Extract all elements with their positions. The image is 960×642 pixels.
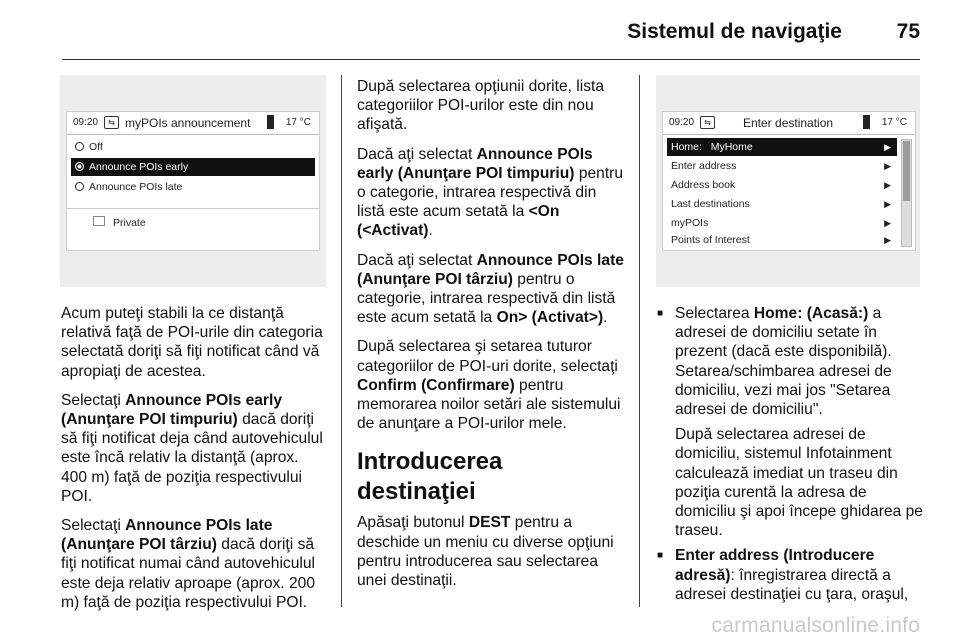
thermometer-icon <box>267 115 274 129</box>
radio-selected-icon <box>75 162 84 171</box>
menu-item-address-book[interactable]: Address book ▶ <box>667 176 897 194</box>
paragraph: După selectarea opţiunii dorite, lista categoriilor POI-urilor este din nou afişată. <box>357 78 605 134</box>
figure-mypois-announcement <box>60 75 326 287</box>
private-button[interactable]: Private <box>93 216 146 229</box>
paragraph: După selectarea adresei de domiciliu, sistemul Infotainment calculează imediat un traseu din poziţia curentă la adresa de domiciliu şi apoi începe ghidarea pe traseu. <box>675 426 923 540</box>
clock: 09:20 <box>669 117 695 128</box>
chevron-right-icon: ▶ <box>884 199 891 209</box>
divider <box>67 208 319 209</box>
chevron-right-icon: ▶ <box>884 218 891 228</box>
page-number: 75 <box>896 20 920 43</box>
navigation-icon: ⇆ <box>700 116 715 129</box>
scrollbar-thumb[interactable] <box>903 141 910 201</box>
section-heading: Introducerea destinaţiei <box>357 448 503 506</box>
menu-item-last-destinations[interactable]: Last destinations ▶ <box>667 195 897 213</box>
list-item: ■ Selectarea Home: (Acasă:) a adresei de domiciliu setate în prezent (dacă este disponibilă). Setarea/schimbarea adresei de domiciliu, vezi mai jos "Setarea adresei de domiciliu". După selectarea adresei de domiciliu, sistemul Infotainment calculează imediat un traseu din poziţia curentă la adresa de domiciliu şi apoi începe ghidarea pe traseu. <box>657 304 925 540</box>
menu-item-home[interactable]: Home: MyHome ▶ <box>667 138 897 156</box>
chevron-right-icon: ▶ <box>884 161 891 171</box>
thermometer-icon <box>863 115 870 129</box>
column-divider-2 <box>639 75 640 607</box>
paragraph: Apăsaţi butonul DEST pentru a deschide un meniu cu diverse opţiuni pentru introducerea sau selectarea unei destinaţii. <box>357 514 614 590</box>
paragraph: Dacă aţi selectat Announce POIs late (Anunţare POI târziu) pentru o categorie, intrarea respectivă din listă este acum setată la On> (Activat>). <box>357 251 624 327</box>
chevron-right-icon: ▶ <box>884 142 891 152</box>
paragraph: După selectarea şi setarea tuturor categoriilor de POI-uri dorite, selectaţi Confirm (Confirmare) pentru memorarea noilor setări ale sistemului de anunţare a POI-urilor mele. <box>357 338 621 433</box>
temperature: 17 °C <box>881 117 907 128</box>
option-announce-early[interactable]: Announce POIs early <box>71 158 315 176</box>
screen-mypois-announcement <box>66 111 320 251</box>
scrollbar[interactable] <box>901 139 912 247</box>
navigation-icon: ⇆ <box>104 116 119 129</box>
option-off[interactable]: Off <box>71 138 315 156</box>
chevron-right-icon: ▶ <box>884 235 891 245</box>
page-header <box>0 0 960 60</box>
bullet-list <box>657 304 925 604</box>
radio-icon <box>75 182 84 191</box>
watermark: carmanualsonline.info <box>711 614 920 637</box>
column-2 <box>357 77 625 600</box>
column-1 <box>61 304 327 622</box>
private-icon <box>93 216 105 226</box>
header-rule <box>62 59 920 60</box>
temperature: 17 °C <box>285 117 311 128</box>
menu-item-points-of-interest[interactable]: Points of Interest ▶ <box>667 231 897 249</box>
radio-icon <box>75 142 84 151</box>
screen-enter-destination <box>662 111 916 251</box>
screen-status-bar <box>67 112 319 135</box>
paragraph: Dacă aţi selectat Announce POIs early (Anunţare POI timpuriu) pentru o categorie, intrarea respectivă din listă este acum setată la <On (<Activat). <box>357 145 624 240</box>
clock: 09:20 <box>73 117 99 128</box>
screen-title: myPOIs announcement <box>125 116 251 130</box>
menu-item-enter-address[interactable]: Enter address ▶ <box>667 157 897 175</box>
paragraph: Selectaţi Announce POIs early (Anunţare POI timpuriu) dacă doriţi să fiţi notificat deja când autovehiculul este încă relativ la distanţă (aprox. 400 m) faţă de poziţia respectivului POI. <box>61 391 323 505</box>
column-3 <box>657 304 925 610</box>
figure-enter-destination <box>656 75 920 287</box>
section-title: Sistemul de navigaţie <box>627 20 842 43</box>
chevron-right-icon: ▶ <box>884 180 891 190</box>
list-item: ■ Enter address (Introducere adresă): înregistrarea directă a adresei destinaţiei cu ţara, oraşul, <box>657 546 925 604</box>
screen-status-bar <box>663 112 915 135</box>
paragraph: Acum puteţi stabili la ce distanţă relativă faţă de POI-urile din categoria selectată doriţi să fiţi notificat când vă apropiaţi de acestea. <box>61 305 323 380</box>
paragraph: Selectaţi Announce POIs late (Anunţare POI târziu) dacă doriţi să fiţi notificat numai când autovehiculul este deja relativ aproape (aprox. 200 m) faţă de poziţia respectivului POI. <box>61 517 315 611</box>
menu-item-mypois[interactable]: myPOIs ▶ <box>667 214 897 232</box>
option-announce-late[interactable]: Announce POIs late <box>71 178 315 196</box>
column-divider-1 <box>341 75 342 607</box>
screen-title: Enter destination <box>743 116 834 130</box>
